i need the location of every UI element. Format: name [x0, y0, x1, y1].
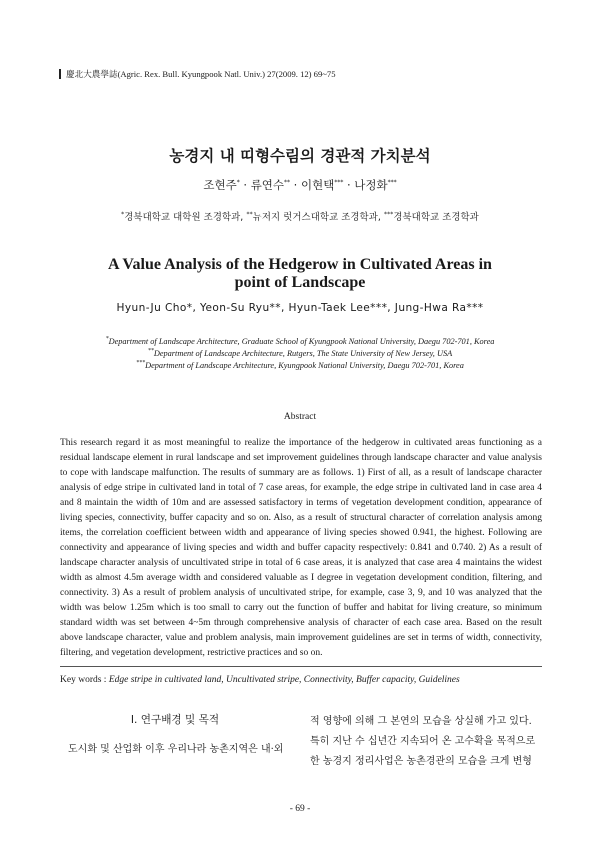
affil-en-line-3 — [0, 360, 600, 372]
body-left-column: 도시화 및 산업화 이후 우리나라 농촌지역은 내·외 — [68, 744, 284, 755]
affil-en-mark-1: * — [105, 336, 109, 343]
affil-en-line-1 — [0, 336, 600, 348]
keywords-terms: Edge stripe in cultivated land, Uncultivated stripe, Connectivity, Buffer capacity, Guidelines — [108, 675, 460, 685]
affil-en-mark-3: *** — [136, 360, 146, 367]
page-number: - 69 - — [289, 804, 311, 814]
journal-header — [59, 68, 336, 80]
author-4-mark: *** — [387, 179, 397, 187]
author-sep: · — [290, 178, 301, 192]
title-english-line-2: point of Landscape — [234, 274, 366, 291]
abstract-body: This research regard it as most meaningful to realize the importance of the hedgerow in cultivated areas functioning as a residual landscape element in rural landscape and set improvement guidelines through landscape character and value analysis to cope with landscape malfunction. The results of summary are as follows. 1) First of all, as a result of landscape character analysis of edge stripe in cultivated land in total of 7 case areas, for example, the edge stripe in cultivated land in case area 4 and 8 maintain the width of 10m and are assessed satisfactory in terms of vegetation development condition, appearance of living species, connectivity, buffer capacity and so on. Also, as a result of structural character of correlation analysis among items, the correlation coefficient between width and appearance of living species showed 0.941, the highest. Following are connectivity and appearance of living species and width and buffer capacity respectively: 0.841 and 0.740. 2) As a result of landscape character analysis of uncultivated stripe in total of 6 case areas, it is analyzed that case area 4 maintains the widest width as almost 4.5m average width and considered valuable as I degree in vegetation development condition, filtering, and connectivity. 3) As a result of problem analysis of uncultivated stripe, for example, case 3, 9, and 10 was analyzed that the width was below 1.25m which is too small to carry out the function of buffer and habitat for living creature, so minimum standard width was set between 4~5m through comprehensive analysis of character of each case area. Based on the result above landscape character, value and problem analysis, main improvement guidelines are set in terms of width, connectivity, filtering, and vegetation development, restrictive practices and so on. — [60, 438, 542, 658]
affil-en-2: Department of Landscape Architecture, Rutgers, The State University of New Jersey, USA — [153, 349, 453, 358]
body-right-column — [310, 712, 542, 772]
affil-ko-mark-2: ** — [246, 210, 253, 218]
affiliations-english — [0, 336, 600, 372]
author-2: 류연수 — [250, 178, 285, 192]
affiliations-korean — [0, 209, 600, 223]
keywords-divider — [60, 666, 542, 667]
affil-ko-mark-3: *** — [384, 210, 394, 218]
author-3-mark: *** — [334, 179, 344, 187]
abstract-heading: Abstract — [283, 412, 317, 422]
authors-english: Hyun-Ju Cho*, Yeon-Su Ryu**, Hyun-Taek Lee***, Jung-Hwa Ra*** — [116, 302, 484, 314]
body-right-line-3: 한 농경지 정리사업은 농촌경관의 모습을 크게 변형 — [310, 756, 532, 767]
author-1: 조현주 — [203, 178, 237, 192]
title-english — [60, 256, 540, 292]
affil-en-mark-2: ** — [147, 348, 154, 355]
author-3: 이현택 — [300, 178, 335, 192]
affil-ko-mark-1: * — [121, 210, 125, 218]
author-1-mark: * — [236, 179, 240, 187]
affil-en-1: Department of Landscape Architecture, Graduate School of Kyungpook National University, Daegu 702-701, Korea — [108, 337, 495, 346]
title-english-line-1: A Value Analysis of the Hedgerow in Cultivated Areas in — [108, 256, 492, 273]
body-right-line-1: 적 영향에 의해 그 본연의 모습을 상실해 가고 있다. — [310, 716, 532, 727]
affil-ko-1: 경북대학교 대학원 조경학과, — [124, 212, 247, 223]
author-sep: · — [343, 178, 355, 192]
journal-citation: 慶北大農學誌(Agric. Rex. Bull. Kyungpook Natl. Univ.) 27(2009. 12) 69~75 — [66, 69, 336, 79]
affil-en-3: Department of Landscape Architecture, Kyungpook National University, Daegu 702-701, Korea — [145, 361, 464, 370]
authors-korean — [0, 177, 600, 193]
affil-ko-3: 경북대학교 조경학과 — [393, 212, 479, 223]
author-sep: · — [239, 178, 251, 192]
author-4: 나정화 — [354, 178, 388, 192]
keywords-label: Key words : — [60, 675, 109, 685]
author-2-mark: ** — [284, 179, 291, 187]
title-korean: 농경지 내 띠형수림의 경관적 가치분석 — [169, 147, 431, 165]
header-bar — [59, 69, 61, 79]
affil-ko-2: 뉴저지 럿거스대학교 조경학과, — [252, 212, 385, 223]
section-heading: Ⅰ. 연구배경 및 목적 — [130, 714, 220, 726]
body-right-line-2: 특히 지난 수 십년간 지속되어 온 고수확을 목적으로 — [310, 736, 536, 747]
affil-en-line-2 — [0, 348, 600, 360]
keywords — [60, 675, 460, 685]
